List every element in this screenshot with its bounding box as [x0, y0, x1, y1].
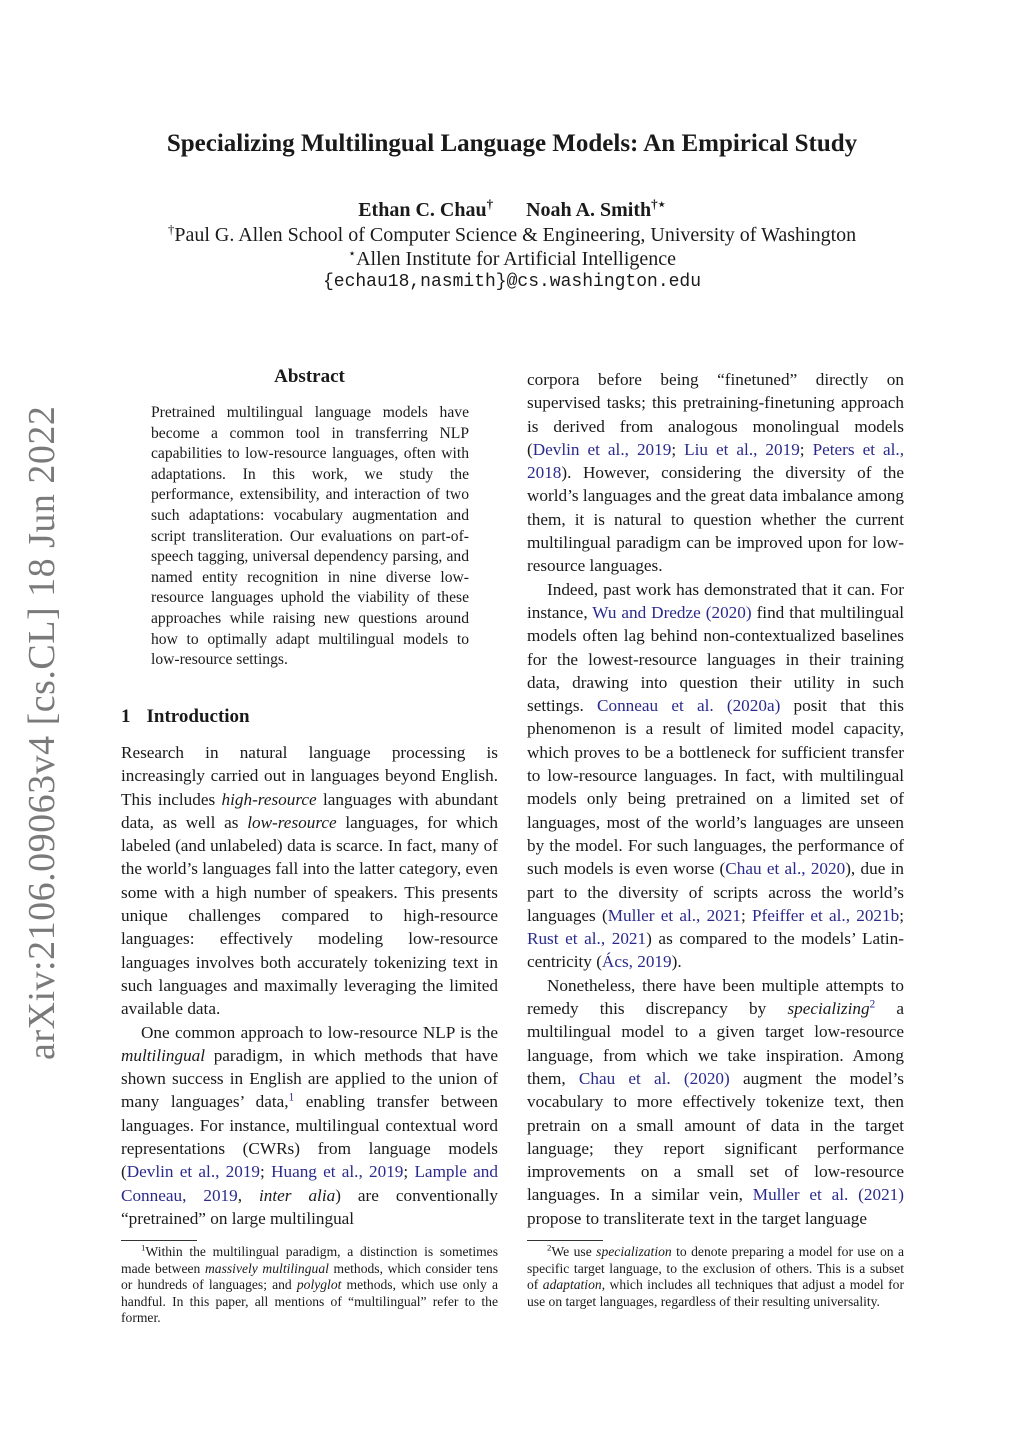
- section-heading: 1 Introduction: [121, 706, 250, 727]
- citation-link[interactable]: Huang et al., 2019: [271, 1162, 404, 1182]
- citation-link[interactable]: Rust et al., 2021: [527, 929, 647, 949]
- citation-link[interactable]: Ács, 2019: [601, 952, 672, 972]
- intro-paragraph-4: Indeed, past work has demonstrated that it can. For instance, Wu and Dredze (2020) find that multilingual models often lag behind non-contextualized baselines for the lowest-resource languages in their training data, drawing into question their utility in such settings. Conneau et al. (2020a) posit that this phenomenon is a result of limited model capacity, which proves to be a bottleneck for sufficient transfer to low-resource languages. In fact, with multilingual models only being pretrained on a limited set of languages, most of the world’s languages are unseen by the model. For such languages, the performance of such models is even worse (Chau et al., 2020), due in part to the diversity of scripts across the world’s languages (Muller et al., 2021; Pfeiffer et al., 2021b; Rust et al., 2021) as compared to the models’ Latin-centricity (Ács, 2019).: [527, 579, 904, 972]
- citation-link[interactable]: Devlin et al., 2019: [126, 1162, 261, 1182]
- author-2: Noah A. Smith†⋆: [526, 196, 666, 221]
- intro-paragraph-1: Research in natural language processing is increasingly carried out in languages beyond English. This includes high-resource languages with abundant data, as well as low-resource languages, for which labeled (and unlabeled) data is scarce. In fact, many of the world’s languages fall into the latter category, even some with a high number of speakers. This presents unique challenges compared to high-resource languages: effectively modeling low-resource languages involves both accurately tokenizing text in such languages and maximally leveraging the limited available data.: [121, 743, 498, 1019]
- footnote-2: $^2$We use specialization to denote preparing a model for use on a specific target language, to the exclusion of others. This is a subset of adaptation, which includes all techniques that adjust a model for use on target languages, regardless of their resulting universality.: [527, 1242, 904, 1309]
- left-column: [121, 741, 498, 1230]
- author-email: {echau18,nasmith}@cs.washington.edu: [322, 272, 702, 292]
- intro-paragraph-2: One common approach to low-resource NLP is the multilingual paradigm, in which methods that have shown success in English are applied to the union of many languages’ data,$^1$ enabling transfer between languages. For instance, multilingual contextual word representations (CWRs) from language models (Devlin et al., 2019; Huang et al., 2019; Lample and Conneau, 2019, inter alia) are conventionally “pretrained” on large multilingual: [121, 1022, 498, 1228]
- footnote-divider: [527, 1240, 603, 1241]
- citation-link[interactable]: Pfeiffer et al., 2021b: [751, 905, 900, 925]
- affiliation-2: ⋆Allen Institute for Artificial Intelligence: [347, 245, 677, 270]
- citation-link[interactable]: Chau et al., 2020: [725, 859, 846, 879]
- citation-link[interactable]: Muller et al. (2021): [752, 1185, 904, 1205]
- author-list: [0, 196, 1024, 222]
- arxiv-identifier: arXiv:2106.09063v4 [cs.CL] 18 Jun 2022: [21, 405, 63, 1060]
- citation-link[interactable]: Conneau et al. (2020a): [597, 696, 781, 716]
- footnote-ref-2[interactable]: 2: [869, 998, 876, 1011]
- right-column: [527, 368, 904, 1230]
- intro-paragraph-3: corpora before being “finetuned” directly on supervised tasks; this pretraining-finetuning approach is derived from analogous monolingual models (Devlin et al., 2019; Liu et al., 2019; Peters et al., 2018). However, considering the diversity of the world’s languages and the great data imbalance among them, it is natural to question whether the current multilingual paradigm can be improved upon for low-resource languages.: [527, 370, 905, 576]
- citation-link[interactable]: Devlin et al., 2019: [532, 439, 672, 459]
- abstract-text: Pretrained multilingual language models have become a common tool in transferring NLP capabilities to low-resource languages, often with adaptations. In this work, we study the performance, extensibility, and interaction of two such adaptations: vocabulary augmentation and script transliteration. Our evaluations on part-of-speech tagging, universal dependency parsing, and named entity recognition in nine diverse low-resource languages uphold the viability of these approaches while raising new questions around how to optimally adapt multilingual models to low-resource settings.: [151, 404, 469, 669]
- abstract-heading: Abstract: [274, 366, 345, 387]
- footnote-divider: [121, 1240, 197, 1241]
- citation-link[interactable]: Wu and Dredze (2020): [592, 602, 752, 622]
- affiliation-1: †Paul G. Allen School of Computer Science & Engineering, University of Washington: [167, 221, 857, 246]
- footnote-ref-1[interactable]: 1: [288, 1091, 295, 1104]
- footnote-1: $^1$Within the multilingual paradigm, a distinction is sometimes made between massively multilingual methods, which consider tens or hundreds of languages; and polyglot methods, which use only a handful. In this paper, all mentions of “multilingual” refer to the former.: [121, 1242, 499, 1326]
- citation-link[interactable]: Muller et al., 2021: [607, 905, 741, 925]
- citation-link[interactable]: Peters et al., 2018: [527, 439, 905, 483]
- citation-link[interactable]: Chau et al. (2020): [578, 1068, 730, 1088]
- author-1: Ethan C. Chau†: [358, 196, 494, 221]
- citation-link[interactable]: Liu et al., 2019: [684, 439, 800, 459]
- citation-link[interactable]: Lample and Conneau, 2019: [121, 1162, 498, 1205]
- paper-title: Specializing Multilingual Language Models: An Empirical Study: [166, 130, 858, 157]
- intro-paragraph-5: Nonetheless, there have been multiple attempts to remedy this discrepancy by specializing$^2$ a multilingual model to a given target low-resource language, from which we take inspiration. Among them, Chau et al. (2020) augment the model’s vocabulary to more effectively tokenize text, then pretrain on a small amount of data in the target language; they report significant performance improvements on a small set of low-resource languages. In a similar vein, Muller et al. (2021) propose to transliterate text in the target language: [527, 975, 904, 1228]
